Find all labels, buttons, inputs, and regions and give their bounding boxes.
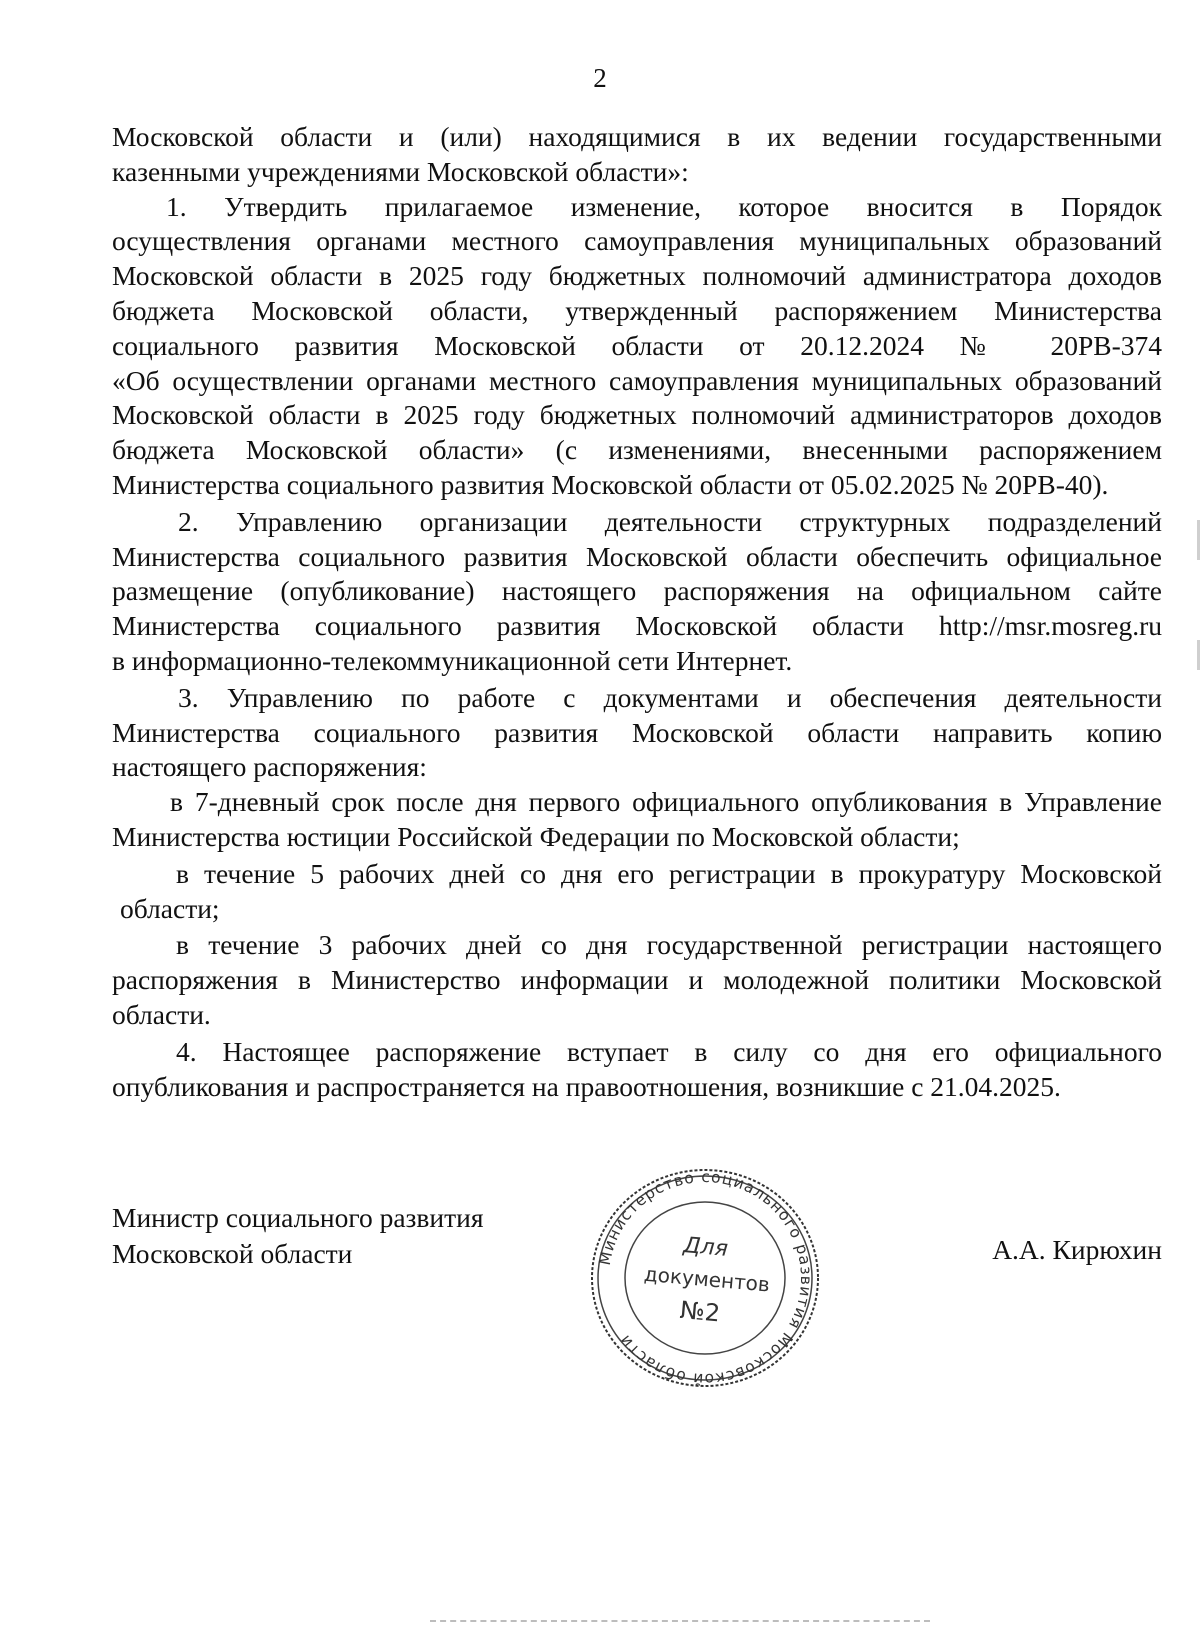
text-line: размещение (опубликование) настоящего распоряжения на официальном сайте: [112, 575, 1162, 607]
text-line: бюджета Московской области» (с изменениями, внесенными распоряжением: [112, 434, 1162, 466]
scan-bottom-edge: [430, 1620, 930, 1624]
official-stamp: [585, 1158, 825, 1398]
paragraph-item-1: [112, 190, 1162, 503]
paragraph-item-3-a: [112, 785, 1162, 855]
text-line: 1. Утвердить прилагаемое изменение, которое вносится в Порядок: [166, 190, 1162, 222]
text-line: Министерства социального развития Московской области http://msr.mosreg.ru: [112, 610, 1162, 642]
text-line: 3. Управлению по работе с документами и обеспечения деятельности: [178, 681, 1162, 713]
signatory-position: [112, 1200, 483, 1272]
text-line: осуществления органами местного самоуправления муниципальных образований: [112, 225, 1162, 257]
paragraph-item-3-c: [112, 928, 1162, 1032]
paragraph-preamble-tail: [112, 120, 1162, 190]
text-line: настоящего распоряжения:: [112, 751, 427, 783]
signatory-position-line: Министр социального развития: [112, 1202, 484, 1233]
text-line: распоряжения в Министерство информации и молодежной политики Московской: [112, 964, 1162, 996]
text-line: Министерства социального развития Московской области от 05.02.2025 № 20РВ-40).: [112, 468, 1109, 500]
text-line: Министерства социального развития Московской области обеспечить официальное: [112, 540, 1162, 572]
text-line: области.: [112, 998, 211, 1030]
text-line: Московской области в 2025 году бюджетных полномочий администратора доходов: [112, 260, 1162, 292]
paragraph-item-3-b: [112, 857, 1162, 927]
stamp-center-line: Для: [682, 1233, 729, 1262]
text-line: Московской области и (или) находящимися в их ведении государственными: [112, 121, 1162, 152]
stamp-center-line: документов: [643, 1261, 771, 1297]
text-line: «Об осуществлении органами местного самоуправления муниципальных образований: [112, 364, 1162, 396]
text-line: области;: [120, 892, 220, 924]
text-line: казенными учреждениями Московской области»:: [112, 155, 689, 187]
text-line: опубликования и распространяется на правоотношения, возникшие с 21.04.2025.: [112, 1070, 1061, 1102]
text-line: 4. Настоящее распоряжение вступает в силу со дня его официального: [176, 1035, 1162, 1067]
page-number: 2: [593, 63, 607, 93]
signatory-name: А.А. Кирюхин: [992, 1234, 1162, 1265]
text-line: в 7-дневный срок после дня первого официального опубликования в Управление: [170, 786, 1162, 818]
signatory-position-line: Московской области: [112, 1238, 353, 1269]
text-line: в течение 5 рабочих дней со дня его регистрации в прокуратуру Московской: [176, 857, 1162, 889]
text-line: в течение 3 рабочих дней со дня государственной регистрации настоящего: [176, 929, 1162, 961]
document-body: [112, 120, 1162, 1104]
text-line: социального развития Московской области от 20.12.2024 № 20РВ-374: [112, 329, 1162, 361]
text-line: в информационно-телекоммуникационной сети Интернет.: [112, 644, 793, 676]
text-line: Московской области в 2025 году бюджетных полномочий администраторов доходов: [112, 399, 1162, 431]
paragraph-item-3: [112, 681, 1162, 785]
paragraph-item-2: [112, 505, 1162, 679]
stamp-ring-text: Министерство социального развития Московской области: [595, 1167, 816, 1389]
text-line: бюджета Московской области, утвержденный распоряжением Министерства: [112, 294, 1162, 326]
paragraph-item-4: [112, 1035, 1162, 1105]
stamp-center-line: №2: [678, 1295, 722, 1328]
text-line: Министерства социального развития Московской области направить копию: [112, 716, 1162, 748]
text-line: Министерства юстиции Российской Федерации по Московской области;: [112, 820, 960, 852]
text-line: 2. Управлению организации деятельности структурных подразделений: [178, 505, 1162, 537]
